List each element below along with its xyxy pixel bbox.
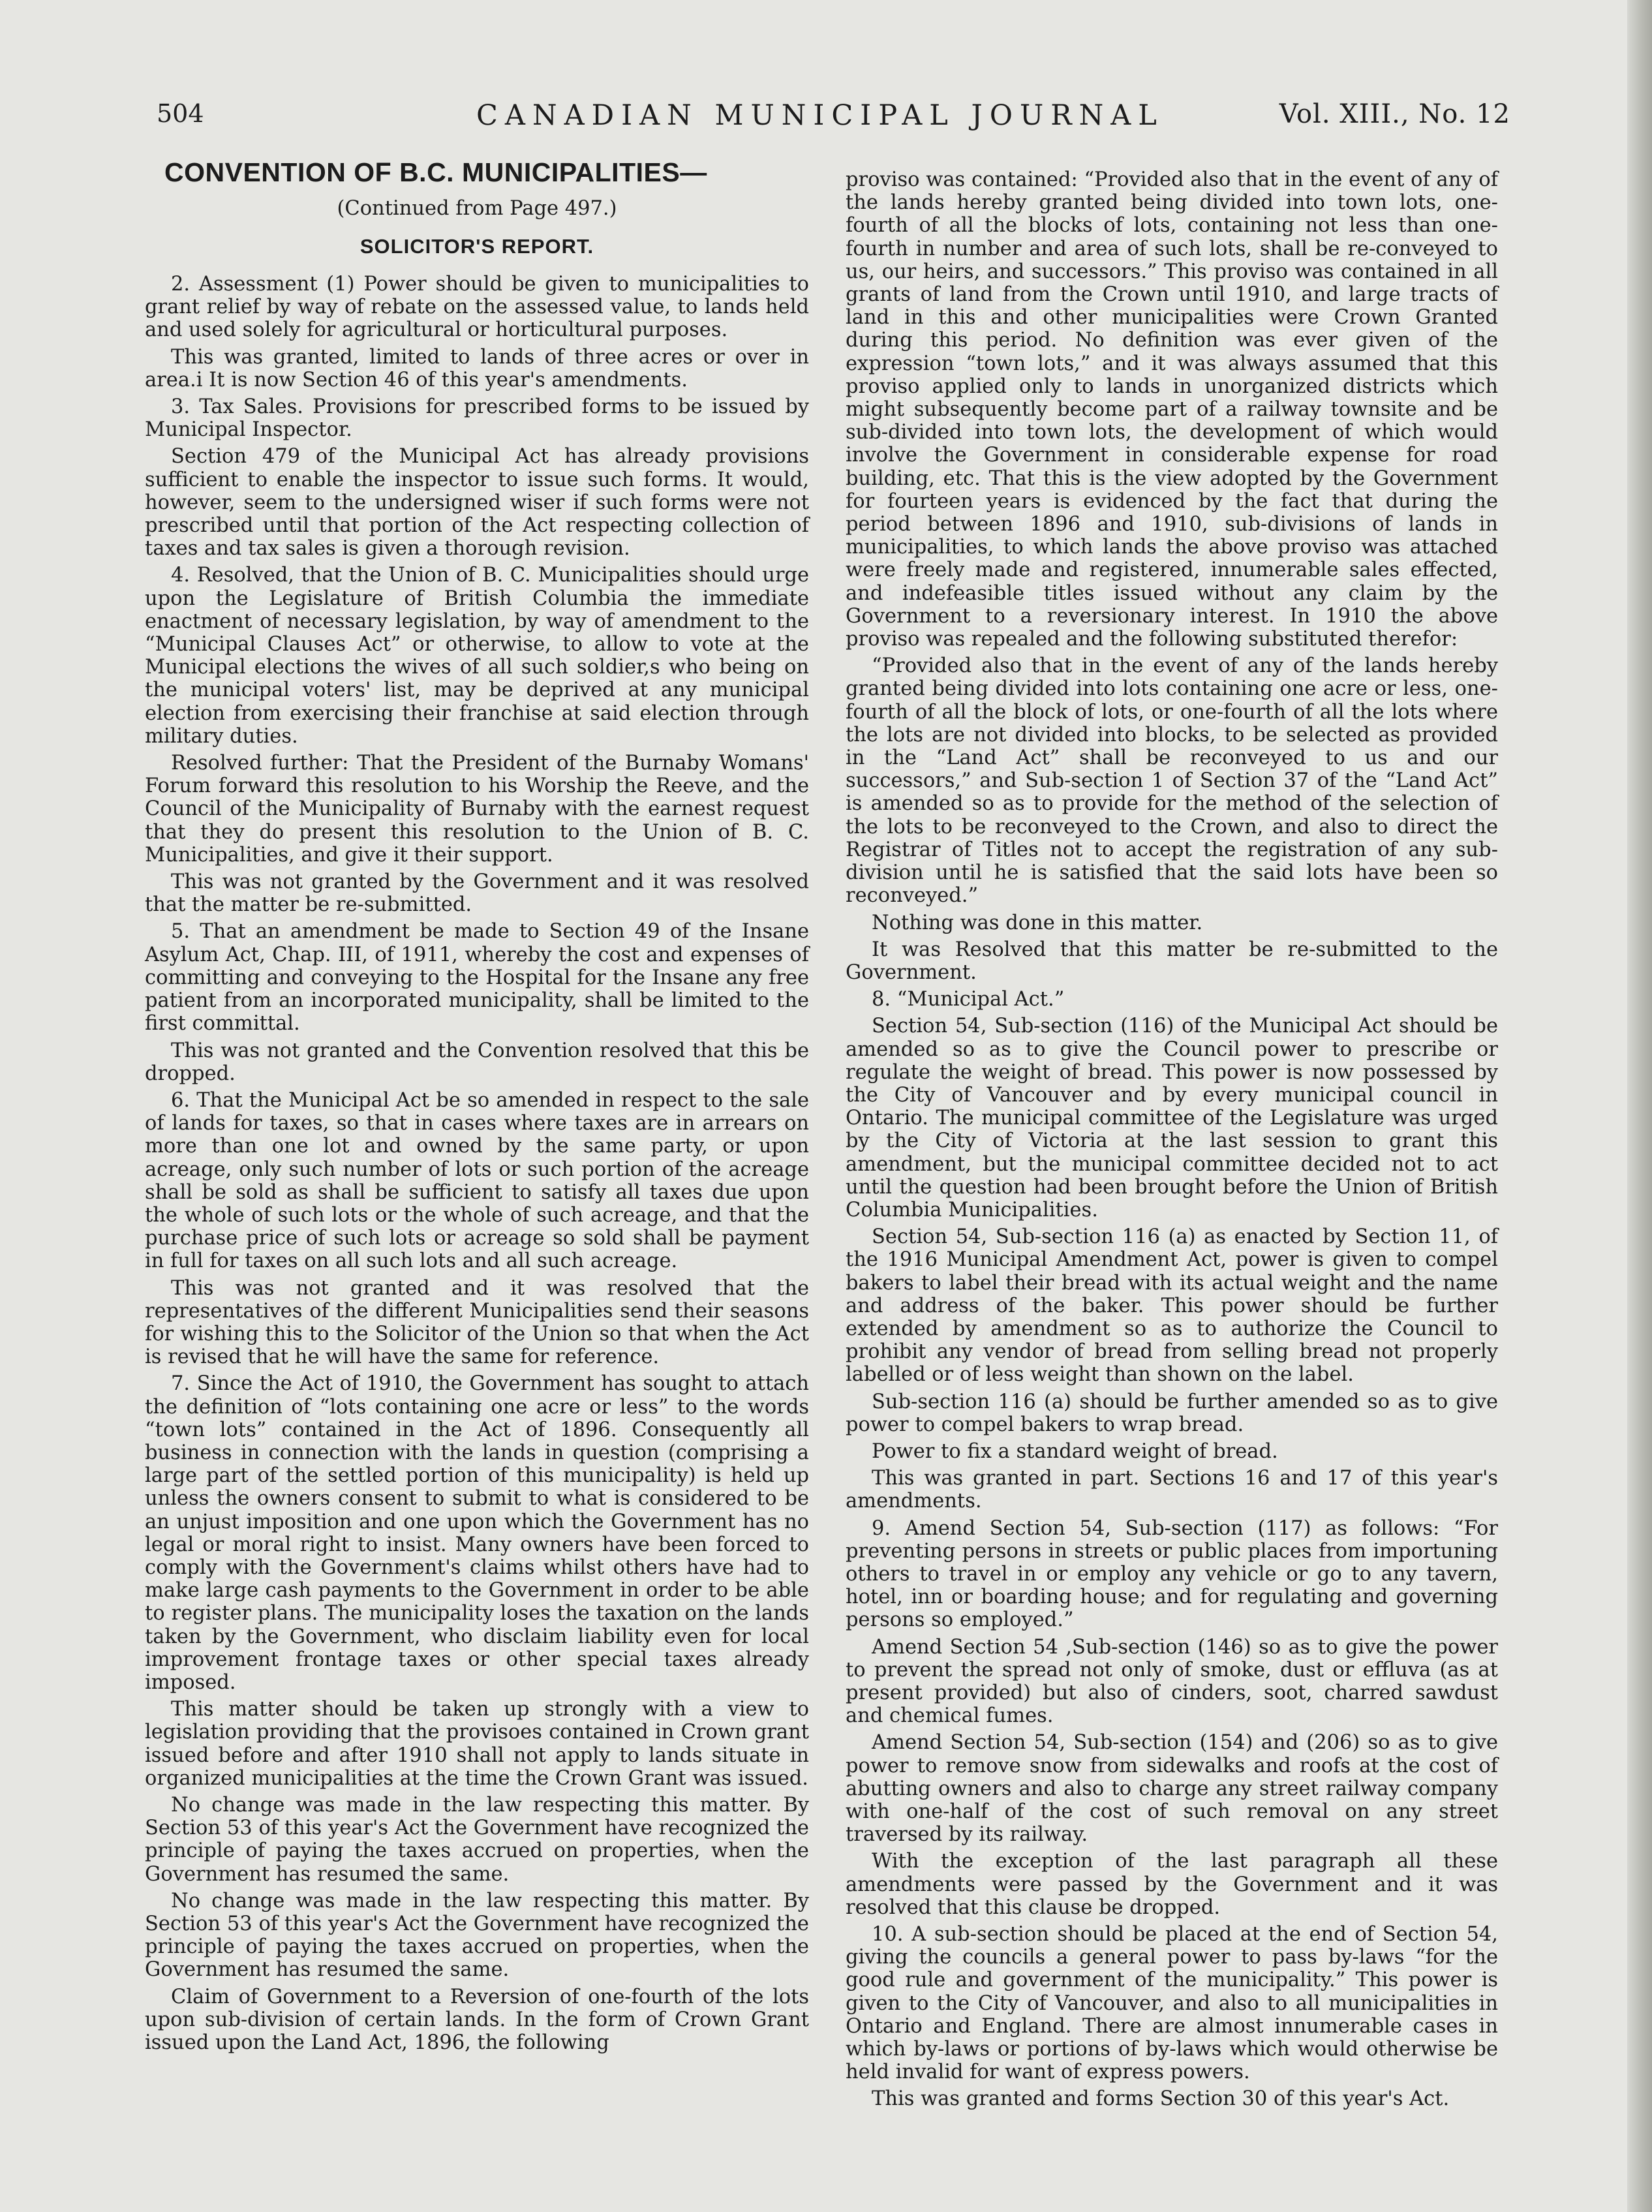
paragraph: Nothing was done in this matter. [872,911,1203,934]
paragraph: Amend Section 54 ,Sub-section (146) so as to give the power to prevent the spread not only of smoke, dust or effluva (as at present provided) but also of cinders, soot, charred sawdust and chemical fumes. [846,1635,1498,1728]
paragraph: No change was made in the law respecting this matter. By Section 53 of this year's Act the Government have recognized the principle of paying the taxes accrued on properties, when the Government has resumed the same. [145,1794,809,1886]
article-continuation: (Continued from Page 497.) [337,197,617,220]
paragraph: Resolved further: That the President of the Burnaby Womans' Forum forward this resolution to his Worship the Reeve, and the Council of the Municipality of Burnaby with the earnest request that they do present this resolution to the Union of B. C. Municipalities, and give it their support. [145,752,809,867]
paragraph: proviso was contained: “Provided also that in the event of any of the lands hereby granted being divided into town lots, one-fourth of all the blocks of lots, containing not less than one-fourth in number and area of such lots, shall be re-conveyed to us, our heirs, and successors.” This proviso was contained in all grants of land from the Crown until 1910, and large tracts of land in this and other municipalities were Crown Granted during this period. No definition was ever given of the expression “town lots,” and it was always assumed that this proviso applied only to lands in unorganized districts which might subsequently become part of a railway townsite and be sub-divided into town lots, the development of which would involve the Government in considerable expense for road building, etc. That this is the view adopted by the Government for fourteen years is evidenced by the fact that during the period between 1896 and 1910, sub-divisions of lands in municipalities, to which lands the above proviso was attached were freely made and registered, innumerable sales effected, and indefeasible titles issued without any claim by the Government to a reversionary interest. In 1910 the above proviso was repealed and the following substituted therefor: [846,168,1498,651]
paragraph: Power to fix a standard weight of bread. [872,1439,1278,1463]
paragraph: 2. Assessment (1) Power should be given to municipalities to grant relief by way of rebate on the assessed value, to lands held and used solely for agricultural or horticultural purposes. [145,273,809,342]
paragraph: This matter should be taken up strongly with a view to legislation providing that the provisoes contained in Crown grant issued before and after 1910 shall not apply to lands situate in organized municipalities at the time the Crown Grant was issued. [145,1698,809,1790]
paragraph: 4. Resolved, that the Union of B. C. Municipalities should urge upon the Legislature of British Columbia the immediate enactment of necessary legislation, by way of amendment to the “Municipal Clauses Act” or otherwise, to allow to vote at the Municipal elections the wives of all such soldier,s who being on the municipal voters' list, may be deprived at any municipal election from exercising their franchise at said election through military duties. [145,564,809,748]
paragraph: Amend Section 54, Sub-section (154) and (206) so as to give power to remove snow from sidewalks and roofs at the cost of abutting owners and also to charge any street railway company with one-half of the cost of such removal on any street traversed by its railway. [846,1731,1498,1847]
paragraph: This was granted, limited to lands of three acres or over in area.i It is now Section 46 of this year's amendments. [145,345,809,392]
paragraph: Section 54, Sub-section 116 (a) as enacted by Section 11, of the 1916 Municipal Amendment Act, power is given to compel bakers to label their bread with its actual weight and the name and address of the baker. This power should be further extended by amendment so as to authorize the Council to prohibit any vendor of bread from selling bread not properly labelled or of less weight than shown on the label. [846,1225,1498,1387]
paragraph: This was not granted and it was resolved that the representatives of the different Municipalities send their seasons for wishing this to the Solicitor of the Union so that when the Act is revised that he will have the same for reference. [145,1276,809,1369]
article-title: CONVENTION OF B.C. MUNICIPALITIES— [164,157,707,187]
right-column [846,168,1498,2115]
page-header [157,99,1510,145]
paragraph: This was not granted and the Convention resolved that this be dropped. [145,1039,809,1085]
page-number: 504 [157,99,204,128]
paragraph: 3. Tax Sales. Provisions for prescribed forms to be issued by Municipal Inspector. [145,395,809,442]
paragraph: This was granted in part. Sections 16 and 17 of this year's amendments. [846,1467,1498,1513]
section-heading: SOLICITOR'S REPORT. [359,235,594,258]
paragraph: 6. That the Municipal Act be so amended in respect to the sale of lands for taxes, so that in cases where taxes are in arrears on more than one lot and owned by the same party, or upon acreage, only such number of lots or such portion of the acreage shall be sold as shall be sufficient to satisfy all taxes due upon the whole of such lots or the whole of such acreage, and that the purchase price of such lots or acreage so sold shall be payment in full for taxes on all such lots and all such acreage. [145,1088,809,1273]
paragraph: This was granted and forms Section 30 of this year's Act. [872,2087,1450,2111]
paragraph: “Provided also that in the event of any of the lands hereby granted being divided into lots containing one acre or less, one-fourth of all the block of lots, or one-fourth of all the lots where the lots are not divided into blocks, to be selected as provided in the “Land Act” shall be reconveyed to us and our successors,” and Sub-section 1 of Section 37 of the “Land Act” is amended so as to provide for the method of the selection of the lots to be reconveyed to the Crown, and also to direct the Registrar of Titles not to accept the registration of any sub-division until he is satisfied that the said lots have been so reconveyed.” [846,654,1498,908]
paragraph: 8. “Municipal Act.” [872,988,1065,1011]
paragraph: 5. That an amendment be made to Section 49 of the Insane Asylum Act, Chap. III, of 1911, whereby the cost and expenses of committing and conveying to the Hospital for the Insane any free patient from an incorporated municipality, shall be limited to the first committal. [145,920,809,1036]
paragraph: It was Resolved that this matter be re-submitted to the Government. [846,938,1498,984]
paragraph: Claim of Government to a Reversion of one-fourth of the lots upon sub-division of certain lands. In the form of Crown Grant issued upon the Land Act, 1896, the following [145,1985,809,2055]
journal-title: CANADIAN MUNICIPAL JOURNAL [476,99,1164,132]
paragraph: 9. Amend Section 54, Sub-section (117) as follows: “For preventing persons in streets or public places from importuning others to travel in or employ any vehicle or go to any tavern, hotel, inn or boarding house; and for regulating and governing persons so employed.” [846,1516,1498,1632]
paragraph: 7. Since the Act of 1910, the Government has sought to attach the definition of “lots containing one acre or less” to the words “town lots” contained in the Act of 1896. Consequently all business in connection with the lands in question (comprising a large part of the settled portion of this municipality) is held up unless the owners consent to submit to what is considered to be an unjust imposition and one upon which the Government has no legal or moral right to insist. Many owners have been forced to comply with the Government's claims whilst others have had to make large cash payments to the Government in order to be able to register plans. The municipality loses the taxation on the lands taken by the Government, who disclaim liability even for local improvement frontage taxes or other special taxes already imposed. [145,1372,809,1694]
page-edge [1627,0,1652,2212]
paragraph: This was not granted by the Government and it was resolved that the matter be re-submitted. [145,870,809,917]
left-column [145,157,809,2058]
paragraph: Sub-section 116 (a) should be further amended so as to give power to compel bakers to wrap bread. [846,1390,1498,1436]
volume-number: Vol. XIII., No. 12 [1279,99,1510,129]
paragraph: With the exception of the last paragraph all these amendments were passed by the Government and it was resolved that this clause be dropped. [846,1850,1498,1919]
paragraph: No change was made in the law respecting this matter. By Section 53 of this year's Act the Government have recognized the principle of paying the taxes accrued on properties, when the Government has resumed the same. [145,1889,809,1982]
paragraph: Section 54, Sub-section (116) of the Municipal Act should be amended so as to give the Council power to prescribe or regulate the weight of bread. This power is now possessed by the City of Vancouver and by every municipal council in Ontario. The municipal committee of the Legislature was urged by the City of Victoria at the last session to grant this amendment, but the municipal committee decided not to act until the question had been brought before the Union of British Columbia Municipalities. [846,1015,1498,1221]
paragraph: Section 479 of the Municipal Act has already provisions sufficient to enable the inspector to issue such forms. It would, however, seem to the undersigned wiser if such forms were not prescribed until that portion of the Act respecting collection of taxes and tax sales is given a thorough revision. [145,445,809,561]
paragraph: 10. A sub-section should be placed at the end of Section 54, giving the councils a general power to pass by-laws “for the good rule and government of the municipality.” This power is given to the City of Vancouver, and also to all municipalities in Ontario and England. There are almost innumerable cases in which by-laws or portions of by-laws which would otherwise be held invalid for want of express powers. [846,1923,1498,2084]
